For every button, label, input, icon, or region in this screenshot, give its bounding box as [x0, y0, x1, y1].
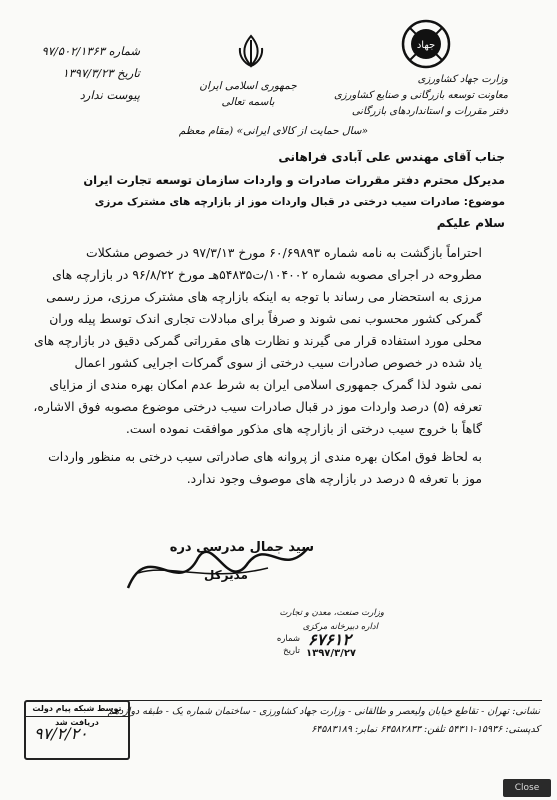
ministry-line1: وزارت جهاد کشاورزی	[417, 74, 508, 85]
signature-block	[118, 518, 318, 608]
republic-header	[188, 78, 308, 110]
addressee: جناب آقای مهندس علی آبادی فراهانی	[278, 150, 505, 164]
date-value: ۱۳۹۷/۳/۲۳	[62, 66, 114, 80]
body-paragraph-2	[48, 446, 482, 490]
ministry-block	[333, 72, 508, 120]
body-line: مطروحه در اجرای مصوبه شماره ۱۰۴۰۰۲/ت۵۴۸۳۵هـ مورخ ۹۶/۸/۲۲ در بازارچه های	[52, 267, 482, 282]
date-label: تاریخ	[117, 66, 140, 80]
stamp-date-label: تاریخ	[283, 646, 300, 656]
body-line: یاد شده در خصوص صادرات سیب درختی از سوی گمرکات اجرایی کشور اعمال	[74, 355, 482, 370]
letter-subject: موضوع: صادرات سیب درختی در قبال واردات موز از بازارچه های مشترک مرزی	[94, 196, 505, 208]
republic-line2: باسمه تعالی	[221, 96, 275, 108]
viewer-close-button[interactable]: Close	[503, 779, 551, 797]
ministry-logo-icon	[400, 18, 452, 70]
footer-divider	[80, 700, 542, 701]
footer-contacts: کدپستی: ۱۵۹۳۶-۵۴۳۱۱ تلفن: ۶۴۵۸۲۸۳۳ نمابر: ۶۴۵۸۳۱۸۹	[311, 724, 540, 735]
signature-name: سید جمال مدرسی دره	[169, 540, 314, 555]
e-receipt-stamp	[24, 700, 130, 760]
registry-stamp	[268, 608, 384, 660]
stamp-date: ۱۳۹۷/۳/۲۷	[306, 648, 357, 659]
receipt-date: ۹۷/۲/۲۰	[34, 724, 88, 743]
ministry-logo-word: جهاد	[416, 40, 436, 51]
number-label: شماره	[108, 44, 140, 58]
body-line: گمرکی کشور محسوب نمی شوند و صرفاً برای مبادلات تجاری اندک توسط پیله وران	[49, 311, 482, 326]
body-line: گاهاً با خروج سیب درختی از بازارچه های مذکور موافقت نموده است.	[125, 421, 482, 436]
signature-scribble-icon	[118, 518, 318, 608]
iran-emblem-icon	[236, 34, 266, 68]
recipient-position: مدیرکل محترم دفتر مقررات صادرات و واردات سازمان توسعه تجارت ایران	[83, 173, 505, 187]
stamp-number-label: شماره	[276, 634, 300, 644]
receipt-title: توسط شبکه پیام دولت دریافت شد	[26, 702, 128, 717]
body-line: محلی مورد استفاده قرار می گیرند و نظارت های مقرراتی گمرکی دقیق در بازارچه های	[34, 333, 482, 348]
letter-date-row	[22, 66, 140, 80]
stamp-line2: اداره دبیرخانه مرکزی	[302, 622, 378, 632]
ministry-line2: معاونت توسعه بازرگانی و صنایع کشاورزی	[333, 90, 508, 101]
year-slogan: «سال حمایت از کالای ایرانی» (مقام معظم	[178, 125, 368, 137]
body-paragraph-1	[33, 242, 482, 440]
body-line: نمی شود لذا گمرک جمهوری اسلامی ایران به شرط عدم امکان بهره مندی از مزایای	[49, 377, 482, 392]
attachment-value: ندارد	[79, 88, 103, 102]
body-line: موز با تعرفه ۵ درصد در بازارچه های موصوف وجود ندارد.	[186, 471, 482, 486]
number-value: ۹۷/۵۰۲/۱۳۶۳	[41, 44, 105, 58]
attachment-label: پیوست	[106, 88, 140, 102]
footer-address: نشانی: تهران - تقاطع خیابان ولیعصر و طالقانی - وزارت جهاد کشاورزی - ساختمان شماره یک - طبقه دوازدهم	[107, 706, 540, 717]
attachment-row	[42, 88, 140, 102]
signature-title: مدیرکل	[203, 568, 248, 582]
body-line: تعرفه (۵) درصد واردات موز در قبال صادرات سیب درختی موضوع مصوبه فوق الاشاره،	[33, 399, 482, 414]
body-line: احتراماً بازگشت به نامه شماره ۶۰/۶۹۸۹۳ مورخ ۹۷/۳/۱۳ در خصوص مشکلات	[86, 245, 482, 260]
letter-number-row	[22, 44, 140, 58]
ministry-line3: دفتر مقررات و استانداردهای بازرگانی	[351, 106, 508, 117]
stamp-line1: وزارت صنعت، معدن و تجارت	[279, 608, 384, 618]
greeting: سلام علیکم	[436, 216, 505, 230]
body-line: مرزی به استحضار می رساند با توجه به اینکه بازارچه های مشترک مرزی، مرز رسمی	[46, 289, 482, 304]
republic-line1: جمهوری اسلامی ایران	[199, 80, 297, 92]
stamp-number: ۶۷۶۱۲	[308, 630, 351, 649]
body-line: به لحاظ فوق امکان بهره مندی از پروانه های صادراتی سیب درختی به منظور واردات	[48, 449, 482, 464]
